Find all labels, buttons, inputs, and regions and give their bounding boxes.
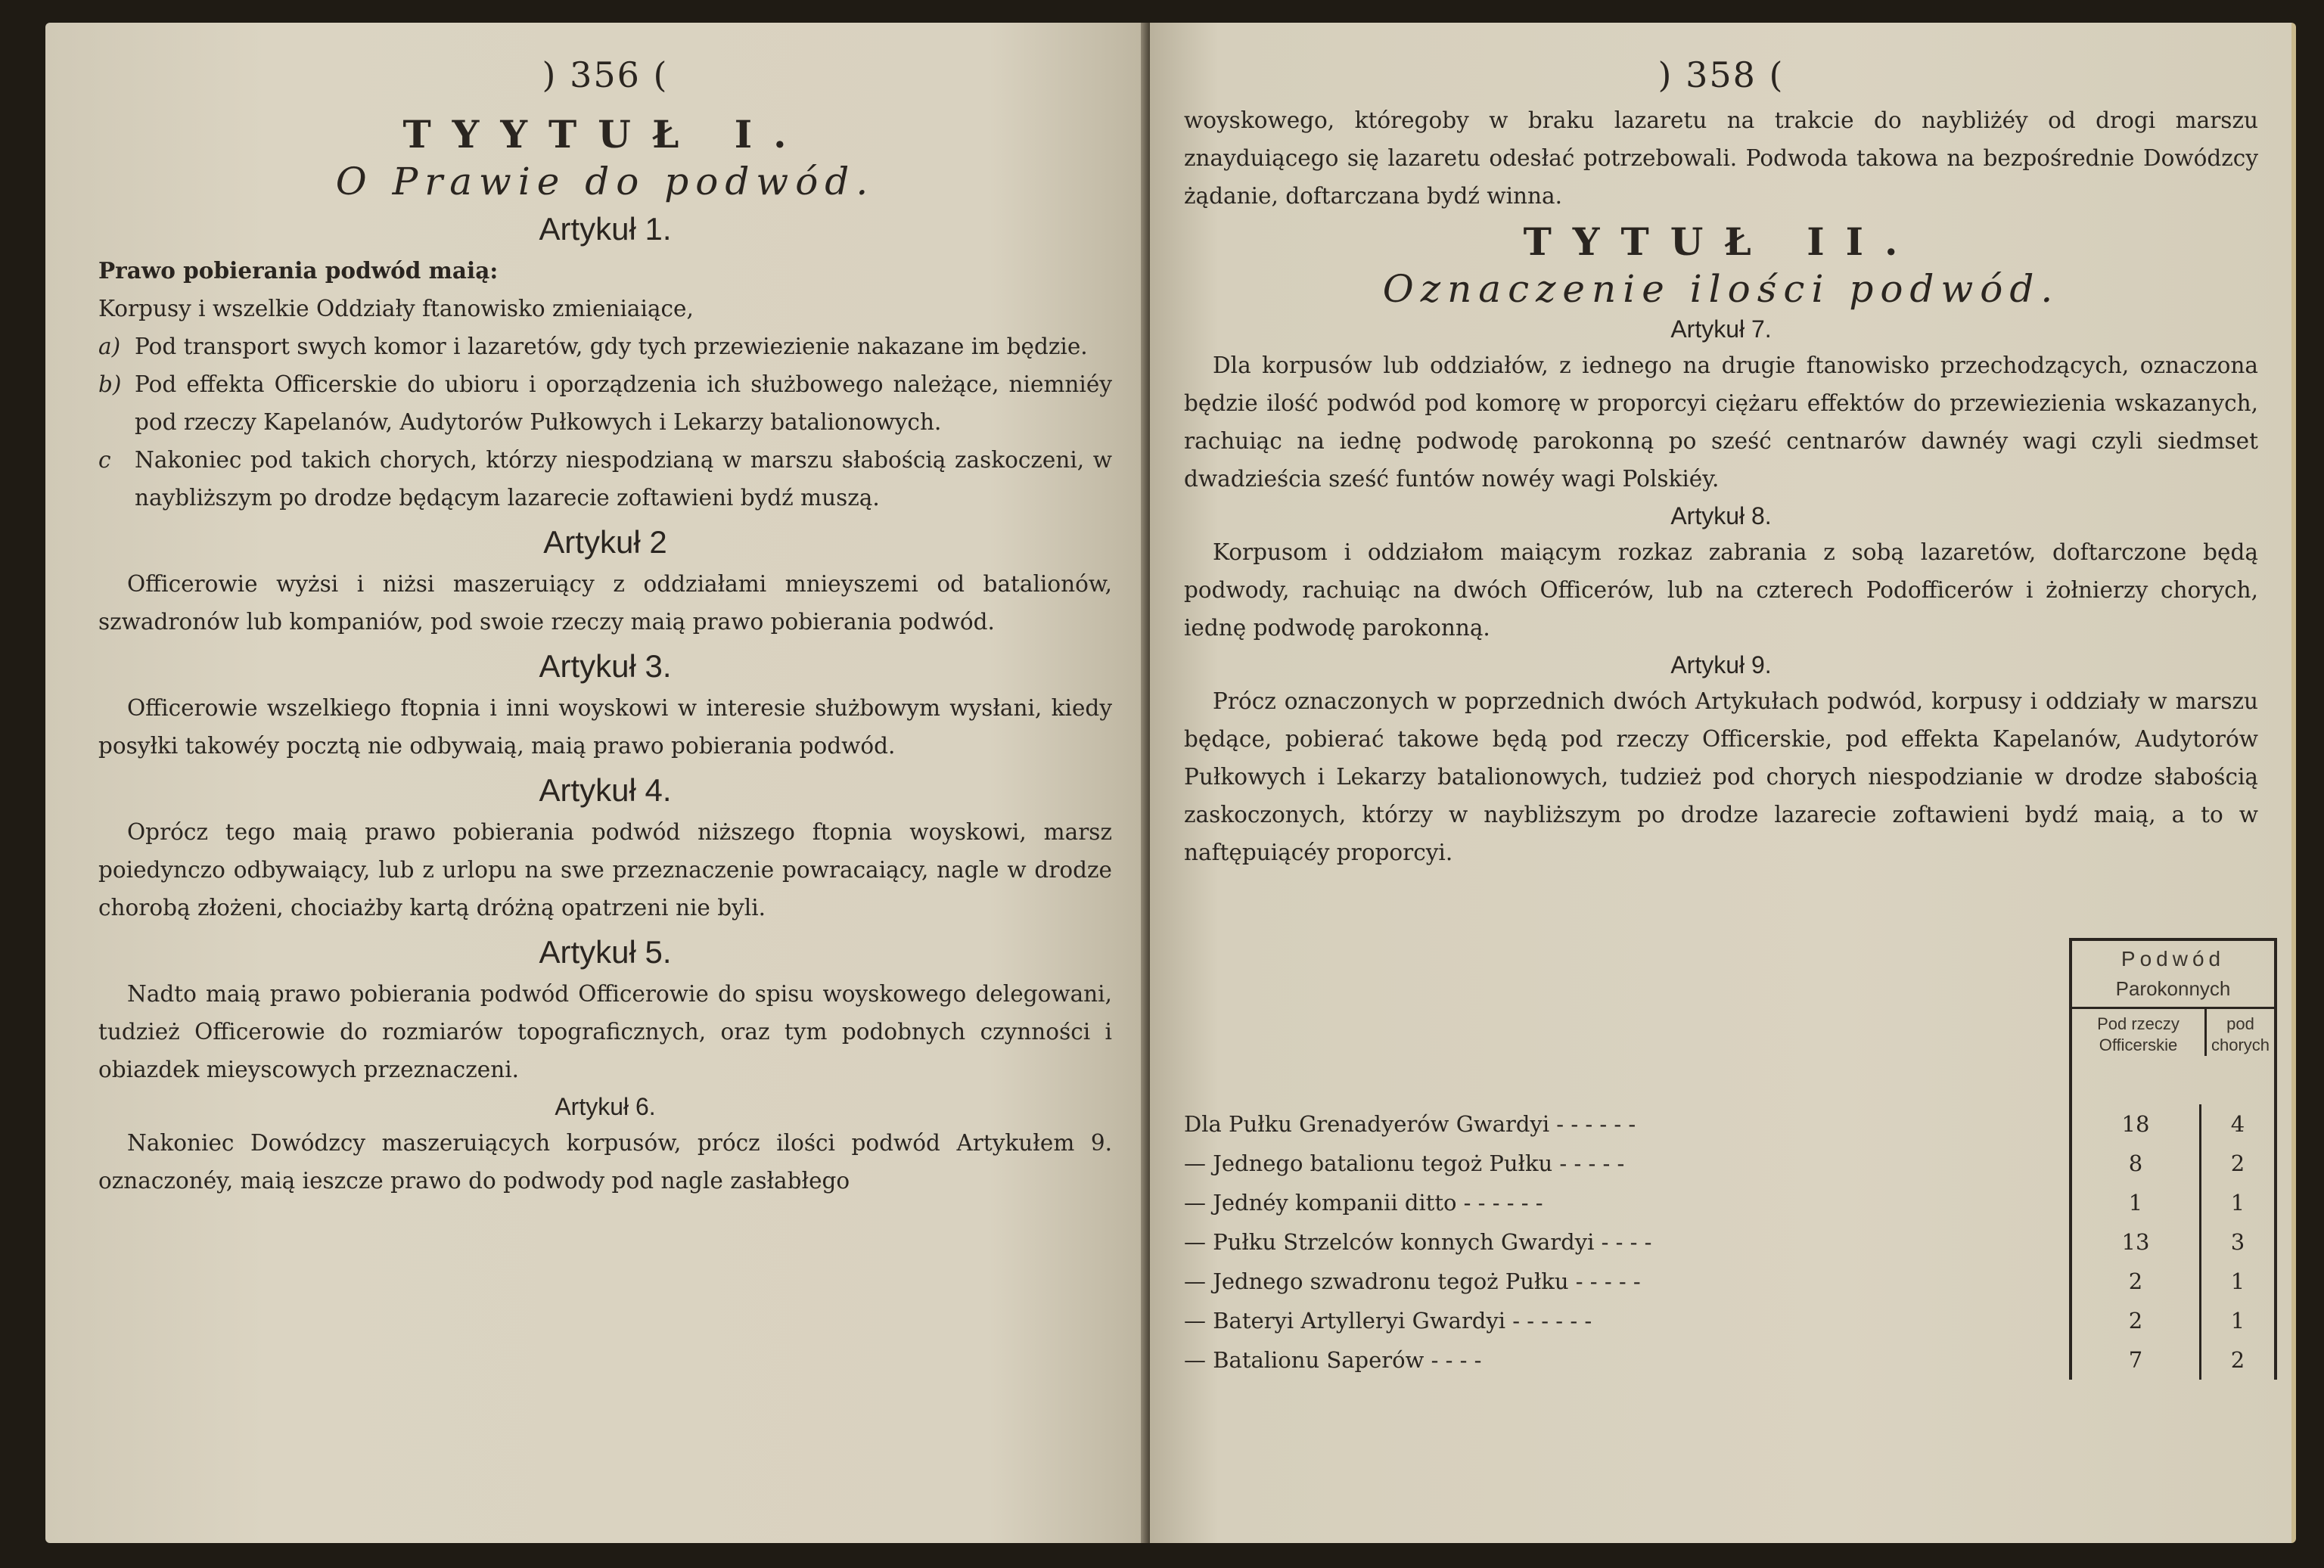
table-header-top: Podwód: [2120, 947, 2226, 970]
article-text: Officerowie wyżsi i niżsi maszeruiący z oddziałami mnieyszemi od batalionów, szwadronów lub kompaniów, pod swoie rzeczy maią prawo pobierania podwód.: [98, 571, 1112, 635]
list-marker: a): [98, 334, 121, 359]
article-heading: Artykuł 2: [543, 524, 667, 560]
list-item: [98, 441, 1112, 517]
page-number-right: ) 358 (: [1658, 54, 1785, 95]
left-page-content: [98, 23, 1112, 1200]
title-right: TYTUŁ II.: [1523, 219, 1919, 264]
row-label: — Jednego batalionu tegoż Pułku - - - - -: [1184, 1150, 1625, 1176]
list-item-text: Nakoniec pod takich chorych, którzy niespodzianą w marszu słabością zaskoczeni, w naybliższym po drodze będącym lazarecie zoftawieni bydź muszą.: [135, 447, 1112, 511]
table-row: [1184, 1301, 2277, 1340]
cell-officers: 18: [2069, 1104, 2201, 1144]
article-heading: Artykuł 3.: [539, 648, 672, 684]
article-heading: Artykuł 7.: [1670, 315, 1772, 343]
cell-sick: 3: [2201, 1222, 2277, 1262]
row-label: Dla Pułku Grenadyerów Gwardyi - - - - - -: [1184, 1111, 1636, 1137]
article-text: Nakoniec Dowódzcy maszeruiących korpusów, prócz ilości podwód Artykułem 9. oznaczonéy, maią ieszcze prawo do podwody pod nagle zasłabłego: [98, 1130, 1112, 1194]
subtitle-left: O Prawie do podwód.: [335, 160, 875, 203]
table-header: [2069, 938, 2277, 1104]
open-book: [30, 23, 2304, 1543]
table-row: [1184, 1222, 2277, 1262]
table-row: [1184, 1104, 2277, 1144]
list-item: [98, 328, 1112, 365]
table-row: [1184, 1144, 2277, 1183]
table-column-headers: [2072, 1009, 2274, 1056]
table-body: [1184, 1104, 2277, 1380]
article-text: Nadto maią prawo pobierania podwód Officerowie do spisu woyskowego delegowani, tudzież Officerowie do rozmiarów topograficznych, oraz tym podobnych czynności i obiazdek mieyscowych przeznaczeni.: [98, 981, 1112, 1082]
row-label: — Jednéy kompanii ditto - - - - - -: [1184, 1190, 1543, 1216]
article-text: Korpusom i oddziałom maiącym rozkaz zabrania z sobą lazaretów, doftarczone będą podwody, rachuiąc na dwóch Officerów, lub na czterech Podofficerów i żołnierzy chorych, iednę podwodę parokonną.: [1184, 539, 2258, 641]
cell-sick: 1: [2201, 1262, 2277, 1301]
list-marker: b): [98, 371, 122, 397]
cell-sick: 2: [2201, 1340, 2277, 1380]
row-label: — Bateryi Artylleryi Gwardyi - - - - - -: [1184, 1308, 1592, 1334]
list-item-text: Pod transport swych komor i lazaretów, gdy tych przewiezienie nakazane im będzie.: [135, 334, 1088, 359]
article-heading: Artykuł 9.: [1670, 651, 1772, 678]
page-number-left: ) 356 (: [542, 54, 669, 95]
cell-officers: 2: [2069, 1262, 2201, 1301]
row-label: — Jednego szwadronu tegoż Pułku - - - - -: [1184, 1268, 1641, 1294]
cell-officers: 2: [2069, 1301, 2201, 1340]
list-item-text: Pod effekta Officerskie do ubioru i oporządzenia ich służbowego należące, niemniéy pod rzeczy Kapelanów, Audytorów Pułkowych i Lekarzy batalionowych.: [135, 371, 1112, 435]
cell-sick: 2: [2201, 1144, 2277, 1183]
table-header-sub: Parokonnych: [2072, 977, 2274, 1009]
article-heading: Artykuł 5.: [539, 934, 672, 970]
left-page: [45, 23, 1154, 1543]
continuation-text: woyskowego, któregoby w braku lazaretu na trakcie do naybliżéy od drogi marszu znayduiącego się lazaretu odesłać potrzebowali. Podwoda takowa na bezpośrednie Dowódzcy żądanie, doftarczana bydź winna.: [1184, 107, 2258, 209]
subtitle-right: Oznaczenie ilości podwód.: [1382, 267, 2060, 311]
cell-sick: 4: [2201, 1104, 2277, 1144]
list-marker: c: [98, 447, 111, 473]
title-left: TYYTUŁ I.: [402, 112, 808, 157]
cell-sick: 1: [2201, 1301, 2277, 1340]
cell-sick: 1: [2201, 1183, 2277, 1222]
cell-officers: 7: [2069, 1340, 2201, 1380]
column-header-sick: pod chorych: [2211, 1014, 2270, 1054]
article-lead: Korpusy i wszelkie Oddziały ftanowisko zmieniaiące,: [98, 296, 694, 321]
table-row: [1184, 1340, 2277, 1380]
cell-officers: 1: [2069, 1183, 2201, 1222]
table-row: [1184, 1262, 2277, 1301]
article-intro: Prawo pobierania podwód maią:: [98, 257, 499, 284]
article-text: Officerowie wszelkiego ftopnia i inni woyskowi w interesie służbowym wysłani, kiedy posyłki takowéy pocztą nie odbywaią, maią prawo pobierania podwód.: [98, 695, 1112, 759]
list-item: [98, 365, 1112, 441]
article-heading: Artykuł 1.: [539, 211, 672, 247]
row-label: — Pułku Strzelców konnych Gwardyi - - - -: [1184, 1229, 1652, 1255]
article-heading: Artykuł 6.: [555, 1093, 656, 1120]
article-heading: Artykuł 4.: [539, 772, 672, 808]
row-label: — Batalionu Saperów - - - -: [1184, 1347, 1482, 1373]
table-row: [1184, 1183, 2277, 1222]
article-text: Dla korpusów lub oddziałów, z iednego na drugie ftanowisko przechodzących, oznaczona będzie ilość podwód pod komorę w proporcyi ciężaru effektów do przewiezienia wskazanych, rachuiąc na iednę podwodę parokonną po sześć centnarów dawnéy wagi czyli siedmset dwadzieścia sześć funtów nowéy wagi Polskiéy.: [1184, 352, 2258, 492]
article-text: Oprócz tego maią prawo pobierania podwód niższego ftopnia woyskowi, marsz poiedynczo odbywaiący, lub z urlopu na swe przeznaczenie powracaiący, nagle w drodze chorobą złożeni, chociażby kartą dróżną opatrzeni nie byli.: [98, 819, 1112, 921]
right-page: [1150, 23, 2296, 1543]
right-page-content: [1184, 23, 2258, 871]
column-header-officers: Pod rzeczy Officerskie: [2072, 1009, 2207, 1056]
article-heading: Artykuł 8.: [1670, 502, 1772, 529]
cell-officers: 8: [2069, 1144, 2201, 1183]
cell-officers: 13: [2069, 1222, 2201, 1262]
article-text: Prócz oznaczonych w poprzednich dwóch Artykułach podwód, korpusy i oddziały w marszu będące, pobierać takowe będą pod rzeczy Officerskie, pod effekta Kapelanów, Audytorów Pułkowych i Lekarzy batalionowych, tudzież pod chorych niespodzianie w drodze słabością zaskoczonych, którzy w naybliższym po drodze lazarecie zoftawieni bydź maią, a to w naftępuiącéy proporcyi.: [1184, 688, 2258, 865]
